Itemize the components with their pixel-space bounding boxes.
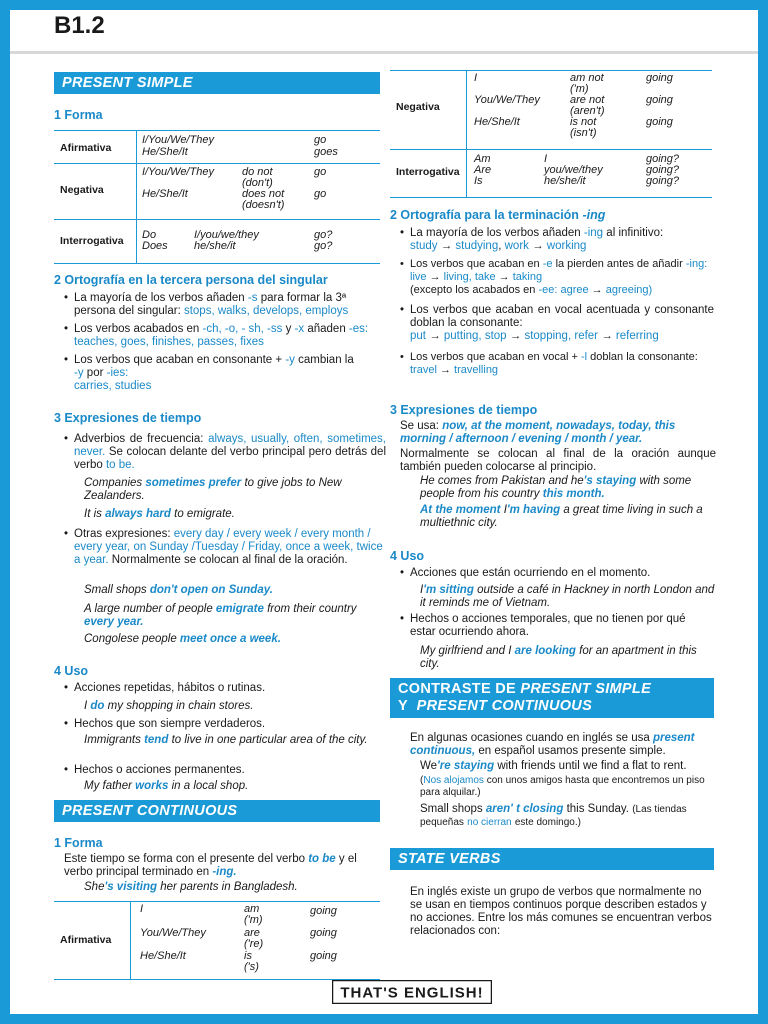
pc-uso-bullet-2: • Hechos o acciones temporales, que no tienen por qué estar ocurriendo ahora.	[398, 613, 714, 639]
pc-expr-text: Se usa: now, at the moment, nowadays, today, this morning / afternoon / evening / month / year.	[400, 420, 676, 445]
pc-uso-example-2: My girlfriend and I are looking for an apartment in this city.	[420, 645, 697, 670]
ps-uso-bullet-2: • Hechos que son siempre verdaderos.	[62, 718, 382, 731]
ps-expr-bullet-2: • Otras expresiones: every day / every week / every month / every year, on Sunday /Tuesday / Friday, once a week, twice a year. Normalmente se colocan al final de la oración.	[62, 528, 386, 567]
ps-expr-example-3: Small shops don't open on Sunday.	[84, 584, 273, 596]
ps-row-negativa: Negativa I/You/We/They do not (don't) go He/She/It does not (doesn't) go	[54, 163, 380, 219]
ps-expr-example-1: Companies sometimes prefer to give jobs to New Zealanders.	[84, 477, 342, 502]
present-simple-banner: PRESENT SIMPLE	[54, 72, 380, 94]
pc-ort-bullet-3: • Los verbos que acaban en vocal acentuada y consonante doblan la consonante: put → putting, stop → stopping, refer → referring	[398, 304, 714, 343]
ps-uso-example-1: I do my shopping in chain stores.	[84, 700, 254, 712]
pc-expr-example-2: At the moment I'm having a great time living in such a multiethnic city.	[420, 504, 703, 529]
pc-uso-heading: 4 Uso	[390, 549, 425, 563]
ps-expr-example-2: It is always hard to emigrate.	[84, 508, 235, 520]
pc-forma-example: She's visiting her parents in Bangladesh.	[84, 881, 298, 893]
ps-row-afirmativa: Afirmativa I/You/We/They He/She/It go goes	[60, 134, 338, 158]
state-verbs-text: En inglés existe un grupo de verbos que normalmente no se usan en tiempos continuos porque describen estados y no acciones. Entre los más comunes se encuentran verbos relacionados con:	[410, 886, 712, 937]
ps-uso-example-2: Immigrants tend to live in one particular area of the city.	[84, 734, 368, 746]
pc-ort-bullet-4: • Los verbos que acaban en vocal + -l doblan la consonante: travel → travelling	[398, 351, 714, 377]
contraste-intro: En algunas ocasiones cuando en inglés se usa present continuous, en español usamos presente simple.	[410, 732, 695, 757]
ps-ortografia-heading: 2 Ortografía en la tercera persona del singular	[54, 273, 328, 287]
pc-neg-int-table	[390, 70, 712, 198]
ps-ort-bullet-2: • Los verbos acabados en -ch, -o, - sh, -ss y -x añaden -es: teaches, goes, finishes, passes, fixes	[62, 323, 380, 349]
pc-expr-text-2: Normalmente se colocan al final de la oración aunque también pueden colocarse al principio.	[400, 448, 716, 473]
pc-uso-bullet-1: • Acciones que están ocurriendo en el momento.	[398, 567, 714, 580]
page	[10, 10, 758, 1014]
pc-ort-bullet-2: • Los verbos que acaban en -e la pierden antes de añadir -ing: live → living, take → taking (excepto los acabados en -ee: agree → agreeing)	[398, 258, 714, 297]
pc-row-interrogativa: Interrogativa Am Are Is I you/we/they he/she/it going? going? going?	[390, 149, 712, 197]
ps-uso-example-3: My father works in a local shop.	[84, 780, 249, 792]
pc-forma-text: Este tiempo se forma con el presente del verbo to be y el verbo principal terminado en -ing.	[64, 853, 357, 878]
ps-ort-bullet-3: • Los verbos que acaban en consonante + -y cambian la -y por -ies: carries, studies	[62, 354, 380, 393]
ps-uso-bullet-1: • Acciones repetidas, hábitos o rutinas.	[62, 682, 382, 695]
ps-expr-example-4: A large number of people emigrate from their country every year.	[84, 603, 357, 628]
pc-row-negativa: Negativa I am not ('m) going You/We/They are not (aren't) going He/She/It is not (isn't) going	[396, 72, 673, 139]
contraste-example-2: Small shops aren' t closing this Sunday. (Las tiendas pequeñas no cierran este domingo.)	[420, 803, 687, 828]
ps-forma-table	[54, 130, 380, 264]
level-badge: B1.2	[54, 12, 105, 39]
pc-forma-heading: 1 Forma	[54, 836, 103, 850]
page-header	[10, 10, 758, 54]
ps-forma-heading: 1 Forma	[54, 108, 103, 122]
pc-expr-example-1: He comes from Pakistan and he's staying with some people from his country this month.	[420, 475, 692, 500]
svg-text:THAT'S ENGLISH!: THAT'S ENGLISH!	[340, 984, 484, 1002]
ps-uso-bullet-3: • Hechos o acciones permanentes.	[62, 764, 382, 777]
state-verbs-banner: STATE VERBS	[390, 848, 714, 870]
pc-afirmativa-table: Afirmativa I am ('m) going You/We/They are ('re) going He/She/It is ('s) going	[54, 901, 380, 980]
ps-expr-bullet-1: • Adverbios de frecuencia: always, usually, often, sometimes, never. Se colocan delante del verbo principal pero detrás del verbo to be.	[62, 433, 386, 472]
ps-row-interrogativa: Interrogativa Do Does I/you/we/they he/she/it go? go?	[54, 219, 380, 263]
ps-expr-example-5: Congolese people meet once a week.	[84, 633, 281, 645]
pc-ort-bullet-1: • La mayoría de los verbos añaden -ing al infinitivo: study → studying, work → working	[398, 227, 714, 253]
present-continuous-banner: PRESENT CONTINUOUS	[54, 800, 380, 822]
ps-uso-heading: 4 Uso	[54, 664, 89, 678]
pc-expr-heading: 3 Expresiones de tiempo	[390, 403, 538, 417]
thats-english-logo	[332, 980, 492, 1004]
pc-ortografia-heading: 2 Ortografía para la terminación -ing	[390, 208, 606, 222]
contraste-translation-1: (Nos alojamos con unos amigos hasta que encontremos un piso para alquilar.)	[420, 775, 705, 798]
ps-expr-heading: 3 Expresiones de tiempo	[54, 411, 202, 425]
contraste-banner: CONTRASTE DE PRESENT SIMPLE Y PRESENT CONTINUOUS	[390, 678, 714, 718]
contraste-example-1: We're staying with friends until we find a flat to rent.	[420, 760, 687, 772]
pc-uso-example-1: I'm sitting outside a café in Hackney in north London and it reminds me of Vietnam.	[420, 584, 715, 609]
ps-ort-bullet-1: • La mayoría de los verbos añaden -s para formar la 3ª persona del singular: stops, walks, develops, employs	[62, 292, 380, 318]
